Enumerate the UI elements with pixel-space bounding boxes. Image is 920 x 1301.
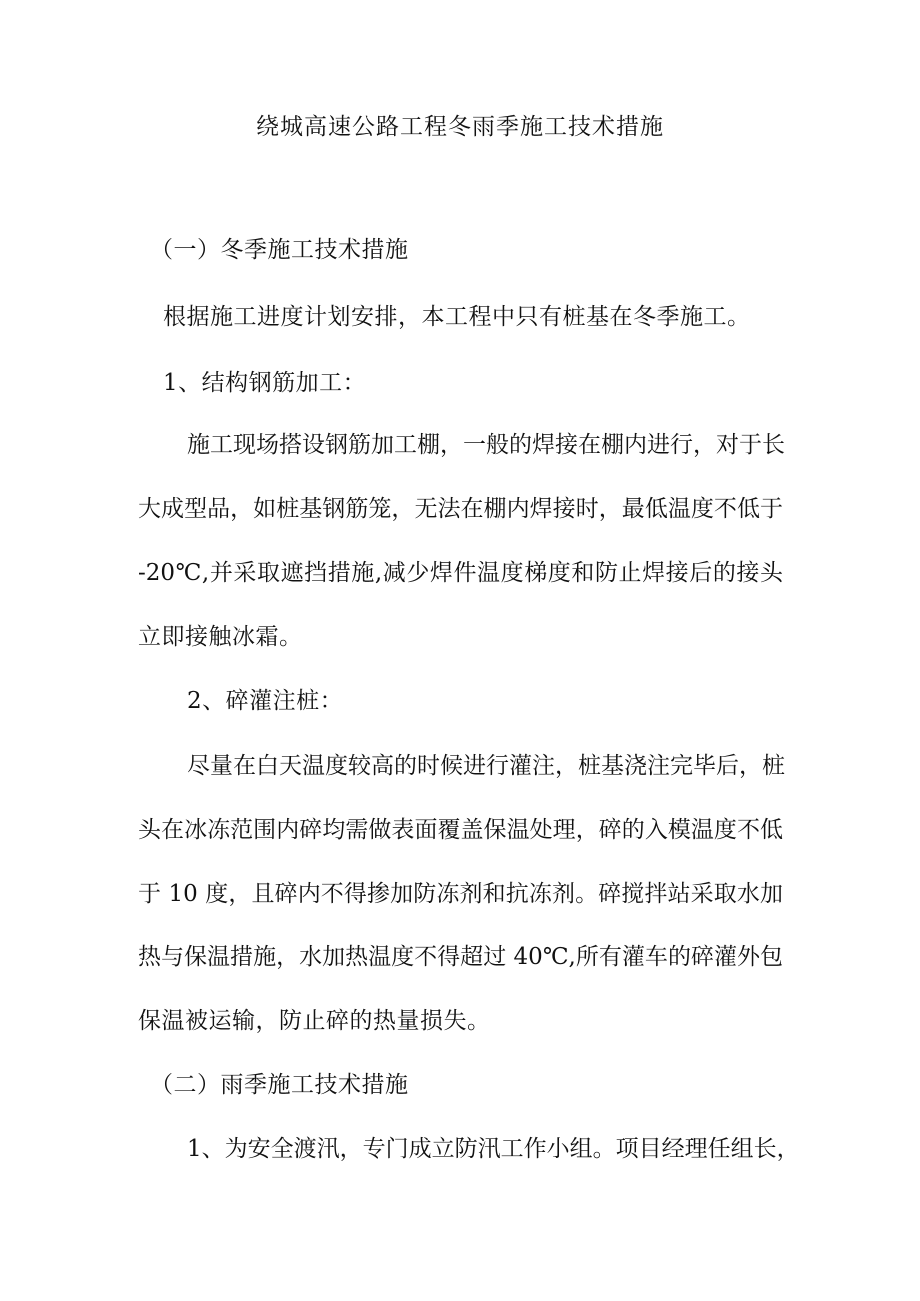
intro-paragraph: 根据施工进度计划安排，本工程中只有桩基在冬季施工。 — [163, 304, 751, 330]
paragraph-line: 热与保温措施，水加热温度不得超过 40℃,所有灌车的碎灌外包 — [138, 944, 783, 970]
section-heading-winter: （一）冬季施工技术措施 — [150, 237, 409, 263]
item-heading-rebar: 1、结构钢筋加工： — [163, 370, 367, 396]
paragraph-line: 施工现场搭设钢筋加工棚，一般的焊接在棚内进行，对于长 — [187, 432, 785, 458]
paragraph-line: 于 10 度，且碎内不得掺加防冻剂和抗冻剂。碎搅拌站采取水加 — [138, 881, 783, 907]
paragraph-line: 头在冰冻范围内碎均需做表面覆盖保温处理，碎的入模温度不低 — [138, 817, 783, 843]
paragraph-line: 大成型品，如桩基钢筋笼，无法在棚内焊接时，最低温度不低于 — [138, 496, 783, 522]
document-title: 绕城高速公路工程冬雨季施工技术措施 — [256, 114, 664, 140]
item-heading-pile: 2、碎灌注桩： — [187, 688, 344, 714]
section-heading-rain: （二）雨季施工技术措施 — [150, 1072, 409, 1098]
paragraph-line: 尽量在白天温度较高的时候进行灌注，桩基浇注完毕后，桩 — [187, 753, 785, 779]
paragraph-line: 立即接触冰霜。 — [138, 624, 303, 650]
paragraph-line: 保温被运输，防止碎的热量损失。 — [138, 1008, 491, 1034]
paragraph-line: -20℃,并采取遮挡措施,减少焊件温度梯度和防止焊接后的接头 — [138, 560, 783, 586]
paragraph-line: 1、为安全渡汛，专门成立防汛工作小组。项目经理任组长， — [187, 1136, 800, 1162]
